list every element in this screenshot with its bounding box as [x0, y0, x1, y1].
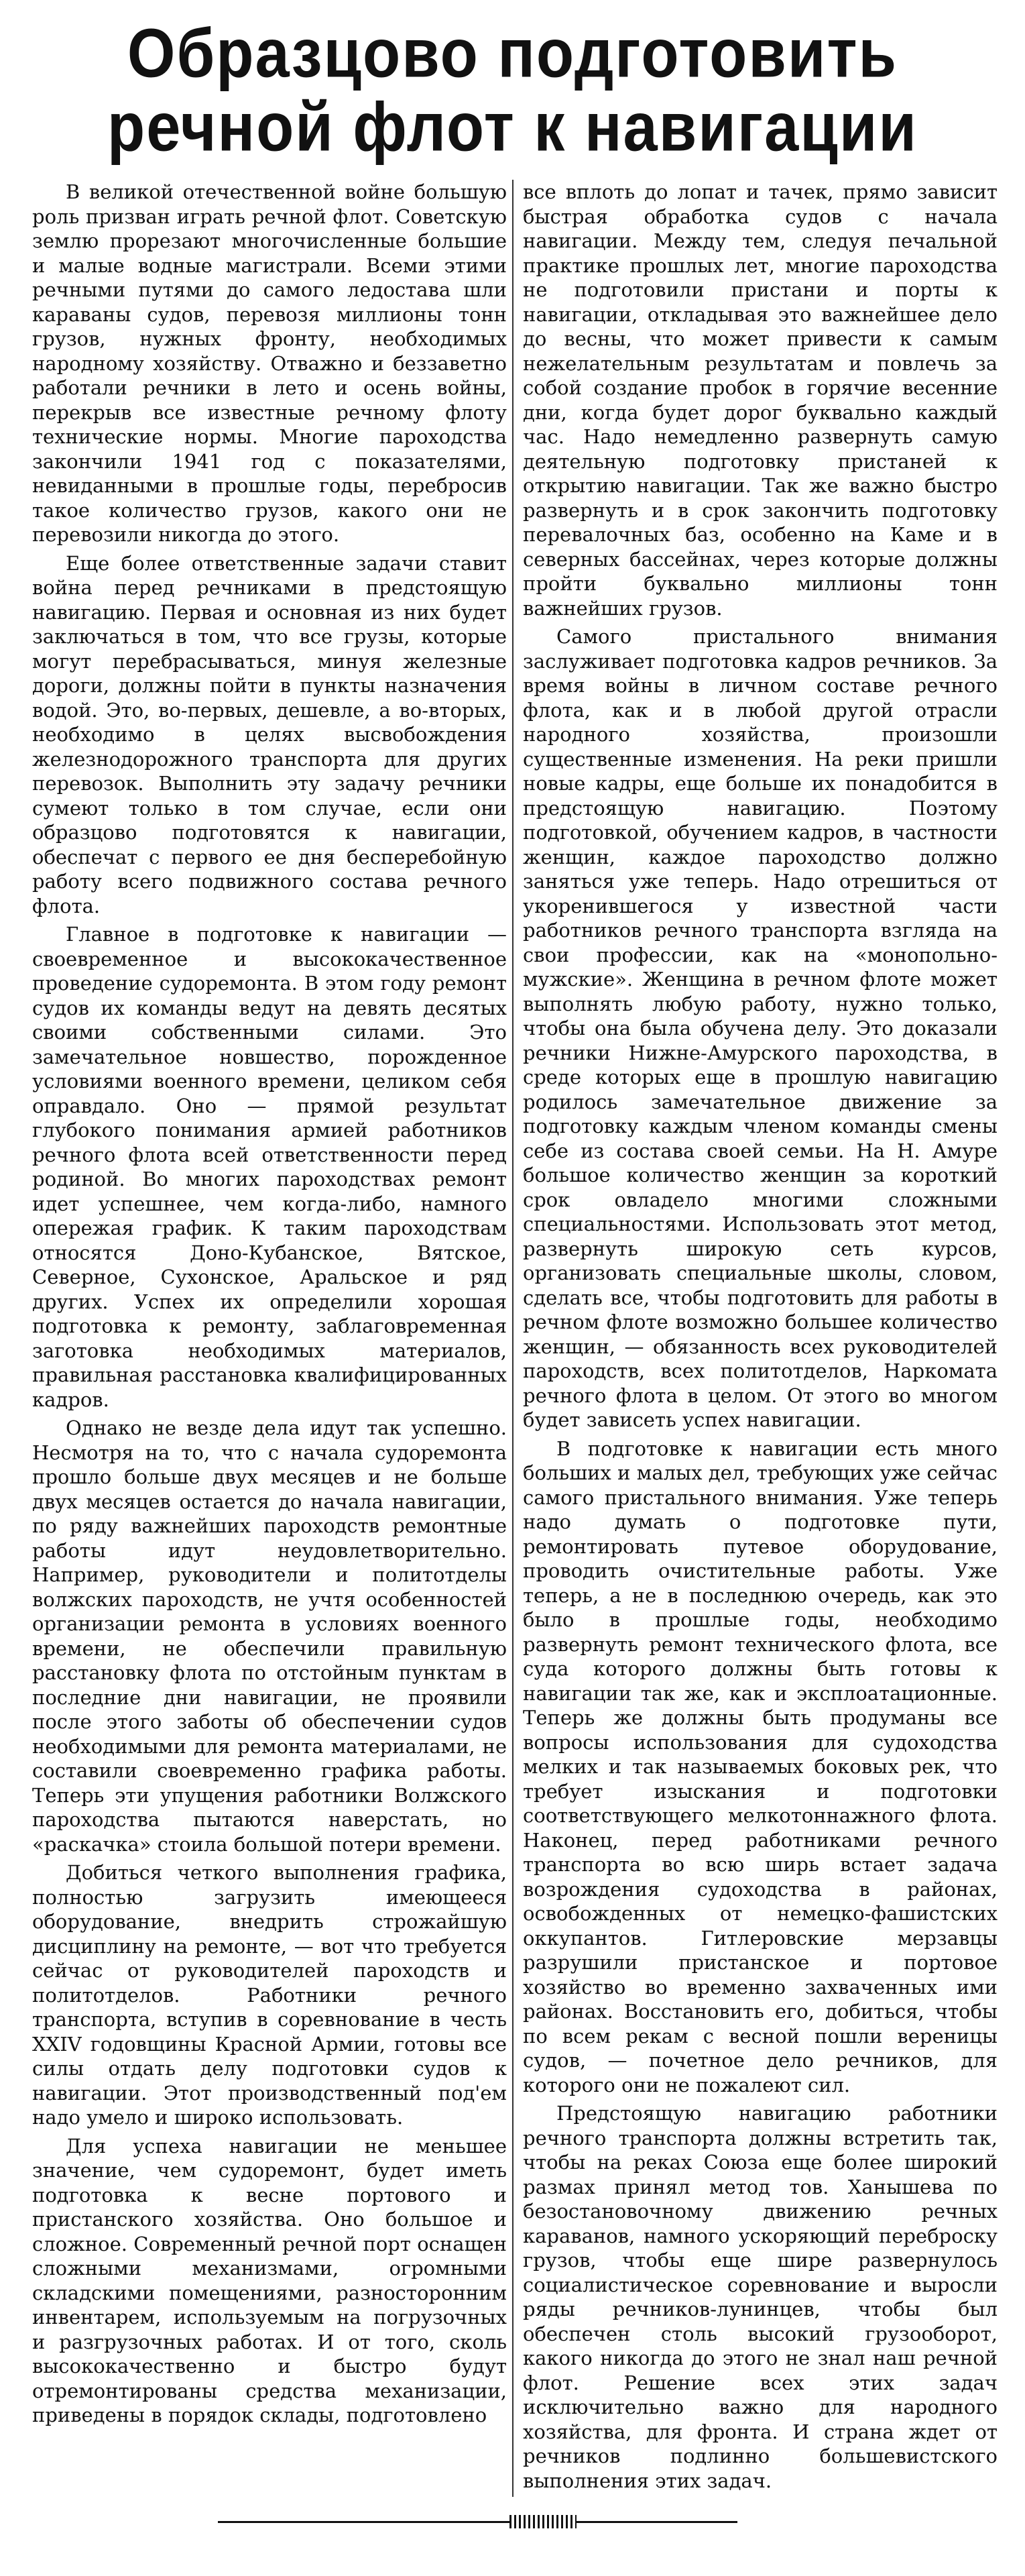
paragraph: Однако не везде дела идут так успешно. Несмотря на то, что с начала судоремонта прошло больше двух месяцев и не больше двух месяцев остается до начала навигации, по ряду важнейших пароходств ремонтные работы идут неудовлетворительно. Например, руководители и политотделы волжских пароходств, не учтя особенностей организации ремонта в условиях военного времени, не обеспечили правильную расстановку флота по отстойным пунктам в последние дни навигации, не проявили после этого заботы об обеспечении судов необходимыми для ремонта материалами, не составили своевременно графика работы. Теперь эти упущения работники Волжского пароходства пытаются наверстать, но «раскачка» стоила большой потери времени. — [32, 1416, 507, 1856]
end-rule-left — [218, 2521, 509, 2523]
paragraph: Еще более ответственные задачи ставит война перед речниками в предстоящую навигацию. Первая и основная из них будет заключаться в том, что все грузы, которые могут перебрасываться, минуя железные дороги, должны пойти в пункты назначения водой. Это, во-первых, дешевле, а во-вторых, необходимо в целях высвобождения железнодорожного транспорта для других перевозок. Выполнить эту задачу речники сумеют только в том случае, если они образцово подготовятся к навигации, обеспечат с первого ее дня бесперебойную работу всего подвижного состава речного флота. — [32, 551, 507, 917]
paragraph: Предстоящую навигацию работники речного транспорта должны встретить так, чтобы на реках Союза еще более широкий размах принял метод тов. Ханышева по безостановочному движению речных караванов, намного ускоряющий переброску грузов, чтобы еще шире развернулось социалистическое соревнование и выросли ряды речников-лунинцев, чтобы был обеспечен столь высокий грузооборот, какого никогда до этого не знал наш речной флот. Решение всех этих задач исключительно важно для народного хозяйства, для фронта. И страна ждет от речников подлинно большевистского выполнения этих задач. — [523, 2102, 998, 2492]
article-column-left — [32, 180, 512, 2497]
paragraph-continuation: все вплоть до лопат и тачек, прямо зависит быстрая обработка судов с начала навигации. Между тем, следуя печальной практике прошлых лет, многие пароходства не подготовили пристани и порты к навигации, откладывая это важнейшее дело до весны, что может привести к самым нежелательным результатам и повлечь за собой создание пробок в горячие весенние дни, когда будет дорог буквально каждый час. Надо немедленно развернуть самую деятельную подготовку пристаней к открытию навигации. Так же важно быстро развернуть и в срок закончить подготовку перевалочных баз, особенно на Каме и в северных бассейнах, через которые должны пройти буквально миллионы тонн важнейших грузов. — [523, 180, 998, 620]
article-body — [32, 180, 998, 2533]
end-rule-right — [577, 2521, 737, 2523]
paragraph: Добиться четкого выполнения графика, полностью загрузить имеющееся оборудование, внедрить строжайшую дисциплину на ремонте, — вот что требуется сейчас от руководителей пароходств и политотделов. Работники речного транспорта, вступив в соревнование в честь XXIV годовщины Красной Армии, готовы все силы отдать делу подготовки судов к навигации. Этот производственный под'ем надо умело и широко использовать. — [32, 1861, 507, 2129]
paragraph: В великой отечественной войне большую роль призван играть речной флот. Советскую землю прорезают многочисленные большие и малые водные магистрали. Всеми этими речными путями до самого ледостава шли караваны судов, перевозя миллионы тонн грузов, нужных фронту, необходимых народному хозяйству. Отважно и беззаветно работали речники в лето и осень войны, перекрыв все известные речному флоту технические нормы. Многие пароходства закончили 1941 год с показателями, невиданными в прошлые годы, перебросив такое количество грузов, какого они не перевозили никогда до этого. — [32, 180, 507, 546]
end-ornament-row — [32, 2513, 998, 2533]
paragraph: Самого пристального внимания заслуживает подготовка кадров речников. За время войны в личном составе речного флота, как и в любой другой отрасли народного хозяйства, произошли существенные изменения. На реки пришли новые кадры, еще больше их понадобится в предстоящую навигацию. Поэтому подготовкой, обучением кадров, в частности женщин, каждое пароходство должно заняться уже теперь. Надо отрешиться от укоренившегося у известной части работников речного транспорта взгляда на свои профессии, как на «монопольно-мужские». Женщина в речном флоте может выполнять любую работу, нужно только, чтобы она была обучена делу. Это доказали речники Нижне-Амурского пароходства, в среде которых еще в прошлую навигацию родилось замечательное движение за подготовку каждым членом команды смены себе из состава своей семьи. На Н. Амуре большое количество женщин за короткий срок овладело многими сложными специальностями. Использовать этот метод, развернуть широкую сеть курсов, организовать специальные школы, словом, сделать все, чтобы подготовить для работы в речном флоте возможно большее количество женщин, — обязанность всех руководителей пароходств, всех политотделов, Наркомата речного флота в целом. От этого во многом будет зависеть успех навигации. — [523, 625, 998, 1431]
paragraph: Главное в подготовке к навигации — своевременное и высококачественное проведение судоремонта. В этом году ремонт судов их команды ведут на девять десятых своими собственными силами. Это замечательное новшество, порожденное условиями военного времени, целиком себя оправдало. Оно — прямой результат глубокого понимания армией работников речного флота всей ответственности перед родиной. Во многих пароходствах ремонт идет успешнее, чем когда-либо, намного опережая график. К таким пароходствам относятся Доно-Кубанское, Вятское, Северное, Сухонское, Аральское и ряд других. Успех их определили хорошая подготовка к ремонту, заблаговременная заготовка необходимых материалов, правильная расстановка квалифицированных кадров. — [32, 923, 507, 1411]
paragraph: Для успеха навигации не меньшее значение, чем судоремонт, будет иметь подготовка к весне портового и пристанского хозяйства. Оно большое и сложное. Современный речной порт оснащен сложными механизмами, огромными складскими помещениями, разносторонним инвентарем, используемым на погрузочных и разгрузочных работах. И от того, сколь высококачественно и быстро будут отремонтированы средства механизации, приведены в порядок склады, подготовлено — [32, 2134, 507, 2426]
end-ornament — [509, 2515, 577, 2528]
article-columns — [32, 180, 998, 2497]
headline-line-2: речной флот к навигации — [107, 89, 918, 166]
paragraph: В подготовке к навигации есть много больших и малых дел, требующих уже сейчас самого пристального внимания. Уже теперь надо думать о подготовке пути, ремонтировать путевое оборудование, проводить очистительные работы. Уже теперь, а не в последнюю очередь, как это было в прошлые годы, необходимо развернуть ремонт технического флота, все суда которого должны быть готовы к навигации так же, как и эксплоатационные. Теперь же должны быть продуманы все вопросы использования для судоходства мелких и так называемых боковых рек, что требует изыскания и подготовки соответствующего мелкотоннажного флота. Наконец, перед работниками речного транспорта во всю ширь встает задача возрождения судоходства в районах, освобожденных от немецко-фашистских оккупантов. Гитлеровские мерзавцы разрушили пристанское и портовое хозяйство во временно захваченных ими районах. Восстановить его, добиться, чтобы по всем рекам с весной пошли вереницы судов, — почетное дело речников, для которого они не пожалеют сил. — [523, 1437, 998, 2096]
headline-line-1: Образцово подготовить — [127, 15, 898, 92]
article-column-right — [512, 180, 998, 2497]
